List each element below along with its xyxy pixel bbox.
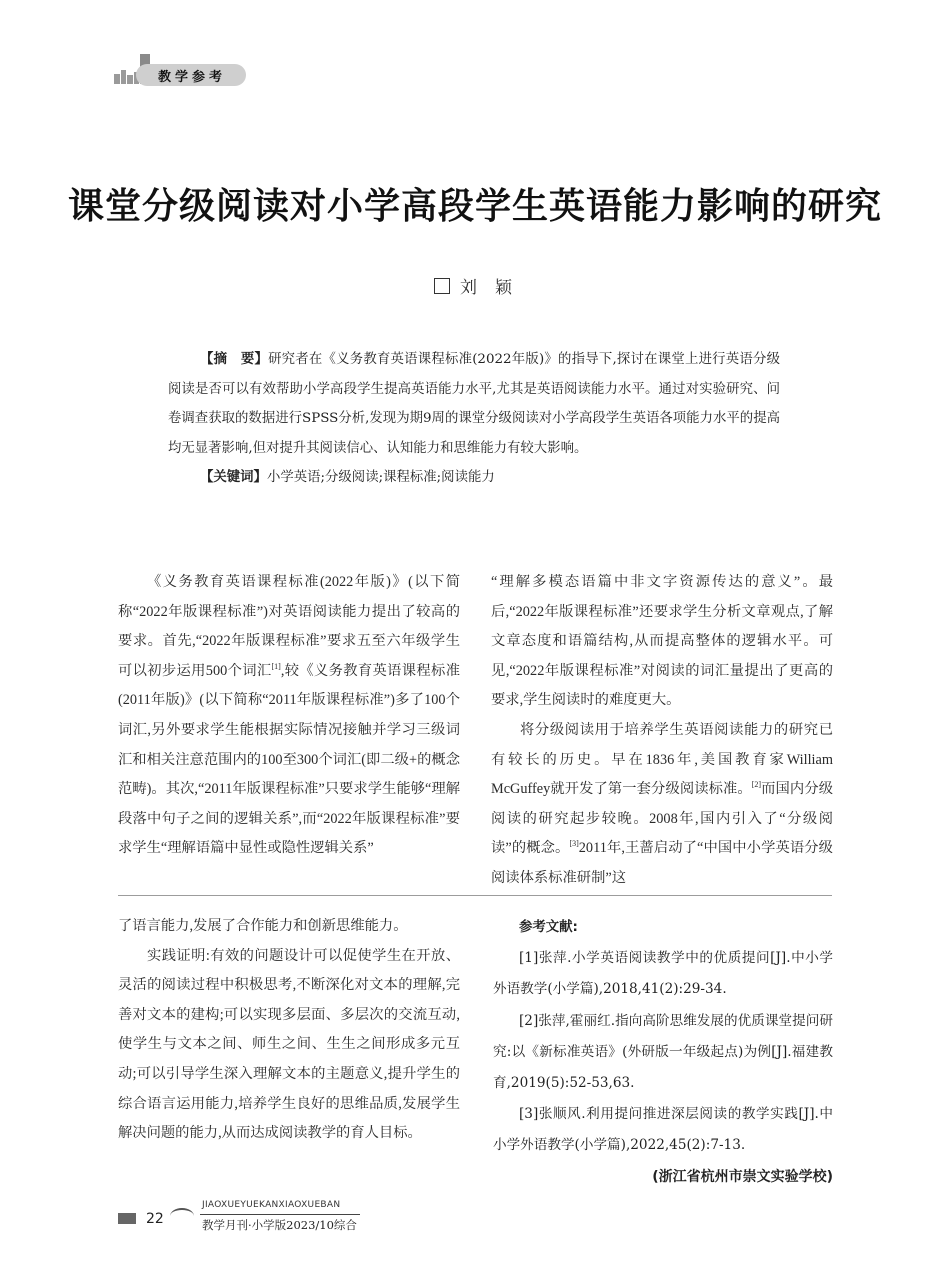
- body-paragraph: 将分级阅读用于培养学生英语阅读能力的研究已有较长的历史。早在1836年,美国教育家William McGuffey就开发了第一套分级阅读标准。[2]而国内分级阅读的研究起步较晚。2008年,国内引入了“分级阅读”的概念。[3]2011年,王蔷启动了“中国中小学英语分级阅读体系标准研制”这: [491, 721, 833, 886]
- references-block: [493, 912, 833, 1193]
- keywords-label: 【关键词】: [200, 470, 267, 485]
- journal-name: 教学月刊·小学版2023/10综合: [202, 1218, 357, 1232]
- body-paragraph: 了语言能力,发展了合作能力和创新思维能力。: [118, 918, 408, 934]
- citation-ref: [3]: [569, 839, 579, 849]
- abstract-text: 研究者在《义务教育英语课程标准(2022年版)》的指导下,探讨在课堂上进行英语分级阅读是否可以有效帮助小学高段学生提高英语能力水平,尤其是英语阅读能力水平。通过对实验研究、问卷调查获取的数据进行SPSS分析,发现为期9周的课堂分级阅读对小学高段学生英语各项能力水平的提高均无显著影响,但对提升其阅读信心、认知能力和思维能力有较大影响。: [168, 352, 781, 456]
- footer-block-icon: [118, 1213, 136, 1224]
- abstract-block: [168, 345, 780, 493]
- page-footer: [118, 1200, 478, 1240]
- author-affiliation: (浙江省杭州市崇文实验学校): [652, 1168, 833, 1185]
- body-paragraph: 实践证明:有效的问题设计可以促使学生在开放、灵活的阅读过程中积极思考,不断深化对文本的理解,完善对文本的建构;可以实现多层面、多层次的交流互动,使学生与文本之间、师生之间、生生之间形成多元互动;可以引导学生深入理解文本的主题意义,提升学生的综合语言运用能力,培养学生良好的思维品质,发展学生解决问题的能力,从而达成阅读教学的育人目标。: [118, 947, 460, 1142]
- section-label: 教学参考: [158, 70, 227, 85]
- body-paragraph: “理解多模态语篇中非文字资源传达的意义”。最后,“2022年版课程标准”还要求学生分析文章观点,了解文章态度和语篇结构,从而提高整体的逻辑水平。可见,“2022年版课程标准”对阅读的词汇量提出了更高的要求,学生阅读时的难度更大。: [491, 574, 833, 709]
- page-number: 22: [146, 1211, 164, 1227]
- lower-left-column: [118, 912, 460, 1149]
- reference-item: [2]张萍,霍丽红.指向高阶思维发展的优质课堂提问研究:以《新标准英语》(外研版一年级起点)为例[J].福建教育,2019(5):52-53,63.: [493, 1012, 833, 1092]
- body-paragraph: 《义务教育英语课程标准(2022年版)》(以下简称“2022年版课程标准”)对英语阅读能力提出了较高的要求。首先,“2022年版课程标准”要求五至六年级学生可以初步运用500个词汇[1],较《义务教育英语课程标准(2011年版)》(以下简称“2011年版课程标准”)多了100个词汇,另外要求学生能根据实际情况接触并学习三级词汇和相关注意范围内的100至300个词汇(即二级+的概念范畴)。其次,“2011年版课程标准”只要求学生能够“理解段落中句子之间的逻辑关系”,而“2022年版课程标准”要求学生“理解语篇中显性或隐性逻辑关系”: [118, 574, 460, 857]
- author-box-icon: [434, 278, 450, 294]
- article-title: 课堂分级阅读对小学高段学生英语能力影响的研究: [67, 186, 882, 227]
- journal-pinyin: JIAOXUEYUEKANXIAOXUEBAN: [202, 1200, 341, 1210]
- author-line: [434, 273, 530, 298]
- body-right-column: [491, 568, 833, 894]
- section-badge: [110, 58, 250, 92]
- footer-arc-icon: [170, 1208, 194, 1224]
- keywords-text: 小学英语;分级阅读;课程标准;阅读能力: [266, 470, 495, 485]
- reference-item: [1]张萍.小学英语阅读教学中的优质提问[J].中小学外语教学(小学篇),2018,41(2):29-34.: [493, 950, 833, 998]
- author-name: 刘颖: [460, 278, 530, 298]
- keywords-paragraph: [168, 463, 780, 493]
- body-left-column: [118, 568, 460, 864]
- abstract-paragraph: [168, 345, 780, 463]
- references-heading: 参考文献:: [519, 920, 578, 935]
- citation-ref: [2]: [751, 780, 762, 790]
- citation-ref: [1]: [271, 662, 281, 672]
- section-divider: [118, 895, 832, 896]
- reference-item: [3]张顺风.利用提问推进深层阅读的教学实践[J].中小学外语教学(小学篇),2022,45(2):7-13.: [493, 1106, 833, 1154]
- abstract-label: 【摘 要】: [200, 352, 269, 367]
